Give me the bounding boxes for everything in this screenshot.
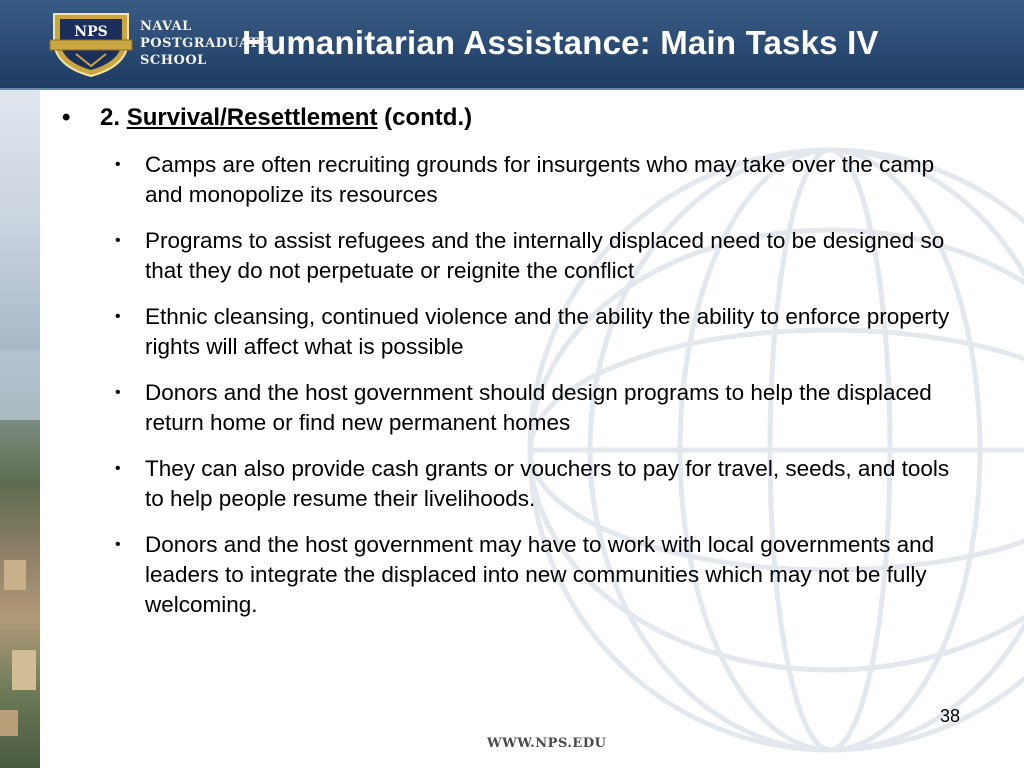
photo-water <box>0 350 40 420</box>
sub-point-text: Donors and the host government should design programs to help the displaced return home or find new permanent homes <box>145 380 932 435</box>
photo-building <box>4 560 26 590</box>
photo-building <box>0 710 18 736</box>
sub-point <box>110 226 970 286</box>
nps-shield-icon <box>46 10 136 78</box>
footer-url: WWW.NPS.EDU <box>487 736 607 751</box>
sub-point-text: Ethnic cleansing, continued violence and the ability the ability to enforce property rights will affect what is possible <box>145 304 950 359</box>
main-bullet-marker: • <box>62 104 71 131</box>
sub-point <box>110 378 970 438</box>
sub-point <box>110 302 970 362</box>
photo-building <box>12 650 36 690</box>
main-point-number: 2. <box>100 104 121 131</box>
logo-line-naval: NAVAL <box>140 19 192 34</box>
sub-bullet-marker: • <box>115 460 121 477</box>
sub-bullet-marker: • <box>115 232 121 249</box>
sub-point-text: Camps are often recruiting grounds for insurgents who may take over the camp and monopolize its resources <box>145 152 935 207</box>
sub-point <box>110 530 970 620</box>
main-point-suffix: (contd.) <box>384 104 473 131</box>
campus-photo-strip <box>0 90 40 768</box>
sub-bullet-marker: • <box>115 384 121 401</box>
slide-title: Humanitarian Assistance: Main Tasks IV <box>242 24 879 61</box>
main-point-topic: Survival/Resettlement <box>126 104 378 131</box>
main-point <box>100 104 472 132</box>
shield-emblem-text: NPS <box>74 24 108 40</box>
sub-bullet-marker: • <box>115 156 121 173</box>
nps-logo <box>40 10 270 80</box>
sub-point-text: Programs to assist refugees and the internally displaced need to be designed so that they do not perpetuate or reignite the conflict <box>145 228 945 283</box>
sub-point-text: They can also provide cash grants or vouchers to pay for travel, seeds, and tools to help people resume their livelihoods. <box>145 456 950 511</box>
sub-bullet-marker: • <box>115 536 121 553</box>
sub-bullet-marker: • <box>115 308 121 325</box>
slide-body <box>40 90 1024 768</box>
sub-point <box>110 454 970 514</box>
sub-point <box>110 150 970 210</box>
sub-point-list <box>110 150 970 636</box>
logo-line-postgraduate: POSTGRADUATE <box>140 36 270 51</box>
slide-header <box>0 0 1024 90</box>
logo-line-school: SCHOOL <box>140 53 207 68</box>
page-number: 38 <box>940 706 961 726</box>
sub-point-text: Donors and the host government may have to work with local governments and leaders to integrate the displaced into new communities which may not be fully welcoming. <box>145 532 935 617</box>
